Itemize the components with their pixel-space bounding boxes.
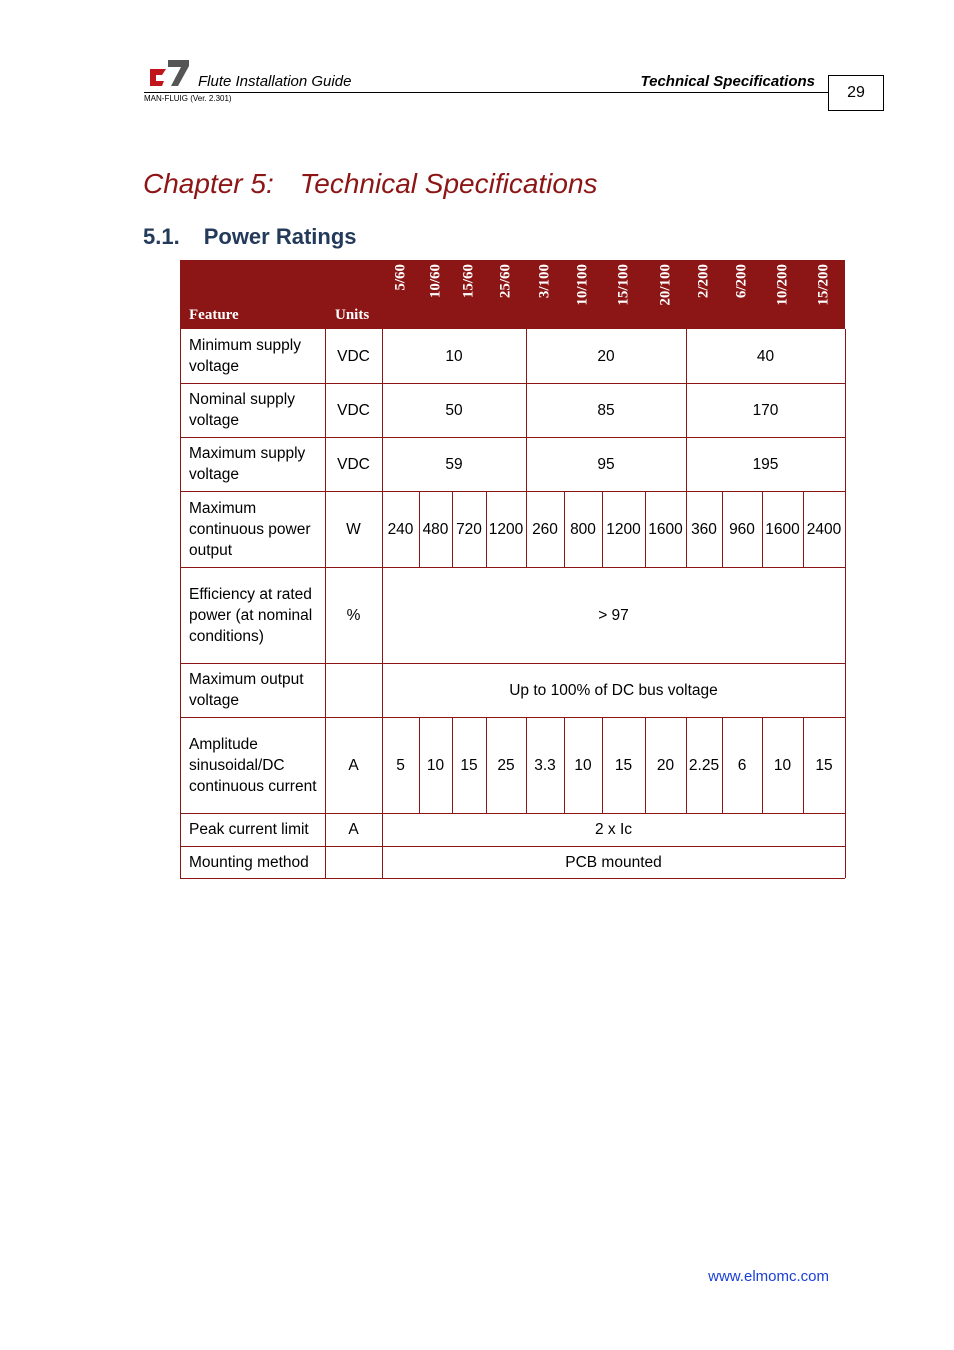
row-model-value: 800 — [570, 520, 596, 538]
row-model-value: 5 — [396, 756, 405, 774]
units-divider — [325, 846, 326, 878]
table-right-border — [845, 813, 846, 846]
group-divider — [526, 329, 527, 383]
model-label: 3/100 — [536, 264, 553, 299]
row-group-value: 95 — [597, 455, 615, 473]
data-divider — [382, 813, 383, 846]
units-divider — [325, 717, 326, 813]
table-right-border — [845, 491, 846, 567]
model-label: 15/60 — [460, 264, 477, 299]
group-divider — [526, 437, 527, 491]
row-model-value: 1600 — [648, 520, 683, 538]
row-model-value: 260 — [532, 520, 558, 538]
row-feature: Maximum continuous power output — [189, 499, 311, 559]
column-divider — [645, 717, 646, 813]
row-model-value: 10 — [773, 756, 792, 774]
table-left-border — [180, 329, 181, 383]
model-label: 15/100 — [615, 264, 631, 306]
section-number: 5.1. — [143, 224, 180, 249]
units-divider — [325, 437, 326, 491]
row-units: W — [346, 520, 361, 538]
data-divider — [382, 383, 383, 437]
table-left-border — [180, 437, 181, 491]
column-divider — [564, 717, 565, 813]
row-group-value: 85 — [597, 401, 615, 419]
column-divider — [526, 717, 527, 813]
column-divider — [722, 717, 723, 813]
column-divider — [762, 491, 763, 567]
header-model-8 — [645, 260, 686, 329]
column-divider — [486, 491, 487, 567]
row-feature: Efficiency at rated power (at nominal conditions) — [189, 585, 313, 645]
page-number: 29 — [828, 75, 884, 111]
column-divider — [602, 491, 603, 567]
row-feature: Amplitude sinusoidal/DC continuous current — [189, 735, 317, 795]
row-span-value: 2 x Ic — [594, 821, 633, 838]
table-left-border — [180, 846, 181, 878]
table-left-border — [180, 567, 181, 663]
data-divider — [382, 717, 383, 813]
row-model-value: 960 — [729, 520, 755, 538]
column-divider — [452, 717, 453, 813]
row-model-value: 480 — [422, 520, 449, 538]
data-divider — [382, 846, 383, 878]
header-model-11 — [762, 260, 803, 329]
model-label: 2/200 — [695, 264, 712, 299]
row-model-value: 1200 — [606, 520, 641, 538]
row-group-value: 170 — [752, 401, 779, 419]
header-model-6 — [564, 260, 602, 329]
header-model-7 — [602, 260, 645, 329]
row-group-value: 10 — [445, 347, 463, 365]
column-divider — [486, 717, 487, 813]
table-right-border — [845, 383, 846, 437]
row-model-value: 360 — [691, 520, 717, 538]
data-divider — [382, 491, 383, 567]
model-label: 10/100 — [574, 264, 591, 306]
data-divider — [382, 663, 383, 717]
table-left-border — [180, 383, 181, 437]
row-units: VDC — [337, 455, 370, 473]
row-units: VDC — [337, 401, 370, 419]
row-model-value: 3.3 — [534, 756, 556, 774]
row-divider — [180, 878, 845, 879]
row-units: A — [348, 756, 359, 774]
row-group-value: 20 — [597, 347, 615, 365]
table-right-border — [845, 567, 846, 663]
row-model-value: 15 — [614, 756, 633, 774]
units-divider — [325, 383, 326, 437]
row-model-value: 15 — [815, 756, 833, 774]
row-model-value: 720 — [456, 520, 482, 538]
row-group-value: 195 — [752, 455, 779, 473]
row-feature: Mounting method — [189, 853, 309, 871]
column-divider — [602, 717, 603, 813]
units-divider — [325, 663, 326, 717]
group-divider — [686, 383, 687, 437]
row-units: A — [348, 821, 359, 838]
row-model-value: 2.25 — [688, 756, 720, 774]
model-label: 20/100 — [657, 264, 673, 306]
data-divider — [382, 567, 383, 663]
column-divider — [686, 491, 687, 567]
column-divider — [762, 717, 763, 813]
row-model-value: 1200 — [488, 520, 524, 538]
row-group-value: 59 — [445, 455, 463, 473]
section-name: Power Ratings — [203, 224, 357, 249]
row-units: % — [346, 606, 361, 624]
header-model-5 — [526, 260, 564, 329]
column-divider — [419, 717, 420, 813]
model-label: 15/200 — [815, 264, 832, 306]
header-units: Units — [335, 307, 370, 323]
row-model-value: 25 — [497, 756, 515, 774]
data-divider — [382, 437, 383, 491]
table-left-border — [180, 717, 181, 813]
column-divider — [803, 717, 804, 813]
website-link[interactable]: www.elmomc.com — [708, 1268, 829, 1285]
column-divider — [686, 717, 687, 813]
row-units: VDC — [337, 347, 370, 365]
table-right-border — [845, 717, 846, 813]
units-divider — [325, 491, 326, 567]
row-span-value: Up to 100% of DC bus voltage — [509, 681, 718, 699]
chapter-name: Technical Specifications — [299, 168, 598, 199]
row-model-value: 2400 — [806, 520, 842, 538]
model-label: 6/200 — [733, 264, 750, 299]
chapter-number: Chapter 5: — [143, 168, 274, 199]
row-group-value: 50 — [445, 401, 463, 419]
row-span-value: > 97 — [598, 606, 629, 624]
group-divider — [526, 383, 527, 437]
header-model-4 — [486, 260, 526, 329]
table-right-border — [845, 663, 846, 717]
table-left-border — [180, 813, 181, 846]
row-model-value: 20 — [656, 756, 675, 774]
header-model-1 — [382, 260, 419, 329]
doc-title: Flute Installation Guide — [198, 73, 352, 90]
column-divider — [803, 491, 804, 567]
table-left-border — [180, 663, 181, 717]
doc-code: MAN-FLUIG (Ver. 2.301) — [144, 94, 232, 103]
row-feature: Minimum supply voltage — [189, 337, 301, 375]
units-divider — [325, 567, 326, 663]
column-divider — [419, 491, 420, 567]
row-model-value: 10 — [574, 756, 592, 774]
column-divider — [645, 491, 646, 567]
column-divider — [452, 491, 453, 567]
model-label: 5/60 — [392, 264, 408, 291]
column-divider — [722, 491, 723, 567]
column-divider — [526, 491, 527, 567]
units-divider — [325, 329, 326, 383]
header-model-12 — [803, 260, 845, 329]
units-divider — [325, 813, 326, 846]
row-units — [325, 663, 382, 717]
table-right-border — [845, 437, 846, 491]
header-model-3 — [452, 260, 486, 329]
model-label: 10/60 — [427, 264, 443, 299]
table-right-border — [845, 846, 846, 878]
row-span-value: PCB mounted — [565, 853, 662, 871]
group-divider — [686, 329, 687, 383]
row-feature: Maximum output voltage — [189, 671, 304, 709]
model-label: 25/60 — [497, 264, 514, 299]
row-group-value: 40 — [756, 347, 775, 365]
header-model-9 — [686, 260, 722, 329]
model-label: 10/200 — [774, 264, 790, 306]
row-feature: Nominal supply voltage — [189, 391, 295, 429]
group-divider — [686, 437, 687, 491]
row-model-value: 10 — [426, 756, 445, 774]
table-right-border — [845, 329, 846, 383]
header-model-10 — [722, 260, 762, 329]
row-model-value: 15 — [460, 756, 478, 774]
row-units — [325, 846, 382, 878]
row-model-value: 240 — [387, 520, 414, 538]
row-model-value: 1600 — [765, 520, 800, 538]
row-feature: Maximum supply voltage — [189, 445, 306, 483]
row-feature: Peak current limit — [189, 821, 309, 838]
data-divider — [382, 329, 383, 383]
column-divider — [564, 491, 565, 567]
header-model-2 — [419, 260, 452, 329]
header-feature: Feature — [189, 307, 239, 323]
row-model-value: 6 — [737, 756, 747, 774]
header-section-title: Technical Specifications — [640, 73, 815, 90]
table-left-border — [180, 491, 181, 567]
